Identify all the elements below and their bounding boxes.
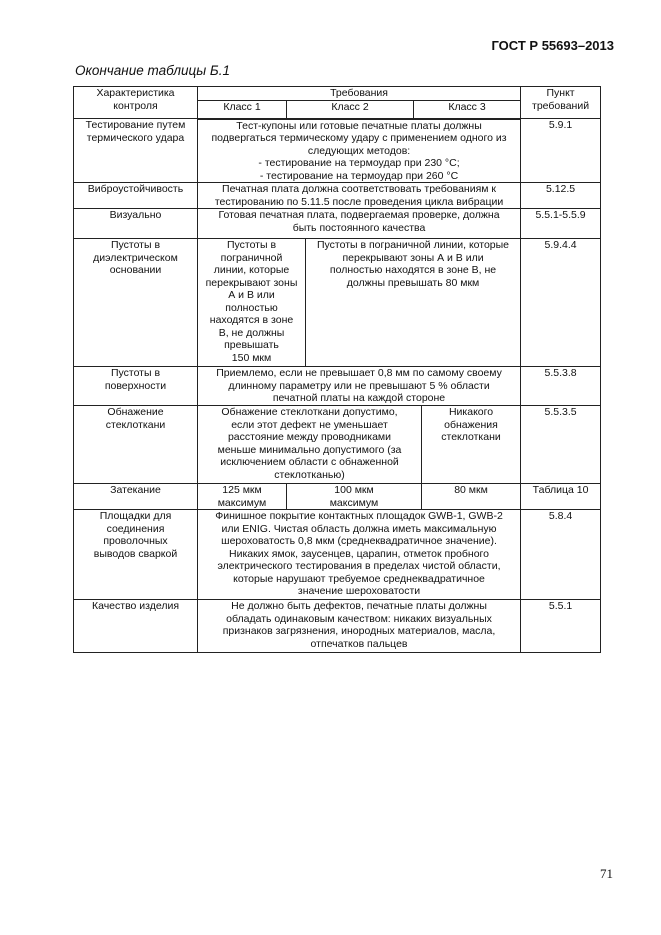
row-clause: 5.5.1-5.5.9 (521, 209, 601, 239)
row-requirement: Тест-купоны или готовые печатные платы должны подвергаться термическому удару с применением одного из следующих методов: - тестирование на термоудар при 230 °С; - тестирование на термоудар при 260 °С (198, 119, 521, 183)
row-class-3-requirement: Никакого обнажения стеклоткани (422, 406, 521, 484)
row-clause: 5.5.3.5 (521, 406, 601, 484)
row-class-3-requirement: 80 мкм (422, 484, 521, 510)
row-characteristic: Площадки для соединения проволочных выводов сваркой (74, 510, 198, 600)
row-class-1-requirement: Пустоты в пограничной линии, которые перекрывают зоны А и В или полностью находятся в зоне В, не должны превышать 150 мкм (198, 239, 306, 367)
row-requirement: Приемлемо, если не превышает 0,8 мм по самому своему длинному параметру или не превышают 5 % области печатной платы на каждой стороне (198, 367, 521, 406)
row-class-2-3-requirement: Пустоты в пограничной линии, которые перекрывают зоны А и В или полностью находятся в зоне В, не должны превышать 80 мкм (306, 239, 521, 367)
row-class-2-requirement: 100 мкм максимум (287, 484, 422, 510)
table-row (74, 239, 601, 367)
header-requirements: Требования (198, 87, 521, 101)
table-row (74, 406, 601, 484)
page-number: 71 (600, 866, 613, 881)
standard-number: ГОСТ Р 55693–2013 (491, 38, 614, 53)
header-class-3: Класс 3 (414, 101, 521, 119)
table-row (74, 367, 601, 406)
requirements-table (73, 86, 601, 653)
row-clause: Таблица 10 (521, 484, 601, 510)
row-characteristic: Качество изделия (74, 600, 198, 653)
row-characteristic: Тестирование путем термического удара (74, 119, 198, 183)
row-requirement: Печатная плата должна соответствовать требованиям к тестированию по 5.11.5 после проведения цикла вибрации (198, 183, 521, 209)
row-characteristic: Пустоты в поверхности (74, 367, 198, 406)
row-clause: 5.9.4.4 (521, 239, 601, 367)
table-row (74, 183, 601, 209)
header-clause: Пункт требований (521, 87, 601, 119)
row-requirement: Готовая печатная плата, подвергаемая проверке, должна быть постоянного качества (198, 209, 521, 239)
table-row (74, 209, 601, 239)
row-characteristic: Затекание (74, 484, 198, 510)
row-class-1-requirement: 125 мкм максимум (198, 484, 287, 510)
header-class-1: Класс 1 (198, 101, 287, 119)
row-characteristic: Пустоты в диэлектрическом основании (74, 239, 198, 367)
header-class-2: Класс 2 (287, 101, 414, 119)
table-row (74, 484, 601, 510)
table-row (74, 600, 601, 653)
header-row (74, 87, 601, 101)
row-characteristic: Виброустойчивость (74, 183, 198, 209)
table-caption: Окончание таблицы Б.1 (75, 63, 230, 78)
row-clause: 5.9.1 (521, 119, 601, 183)
row-clause: 5.5.1 (521, 600, 601, 653)
row-clause: 5.8.4 (521, 510, 601, 600)
row-class-1-2-requirement: Обнажение стеклоткани допустимо, если этот дефект не уменьшает расстояние между проводниками меньше минимально допустимого (за исключением области с обнаженной стеклотканью) (198, 406, 422, 484)
row-requirement: Финишное покрытие контактных площадок GWB-1, GWB-2 или ENIG. Чистая область должна иметь максимальную шероховатость 0,8 мкм (среднеквадратичное значение). Никаких ямок, заусенцев, царапин, отметок пробного электрического тестирования в пределах чистой области, которые нарушают требуемое среднеквадратичное значение шероховатости (198, 510, 521, 600)
table-row (74, 119, 601, 183)
row-characteristic: Обнажение стеклоткани (74, 406, 198, 484)
row-clause: 5.5.3.8 (521, 367, 601, 406)
table-row (74, 510, 601, 600)
row-characteristic: Визуально (74, 209, 198, 239)
row-requirement: Не должно быть дефектов, печатные платы должны обладать одинаковым качеством: никаких визуальных признаков загрязнения, инородных материалов, масла, отпечатков пальцев (198, 600, 521, 653)
header-characteristic: Характеристика контроля (74, 87, 198, 119)
row-clause: 5.12.5 (521, 183, 601, 209)
